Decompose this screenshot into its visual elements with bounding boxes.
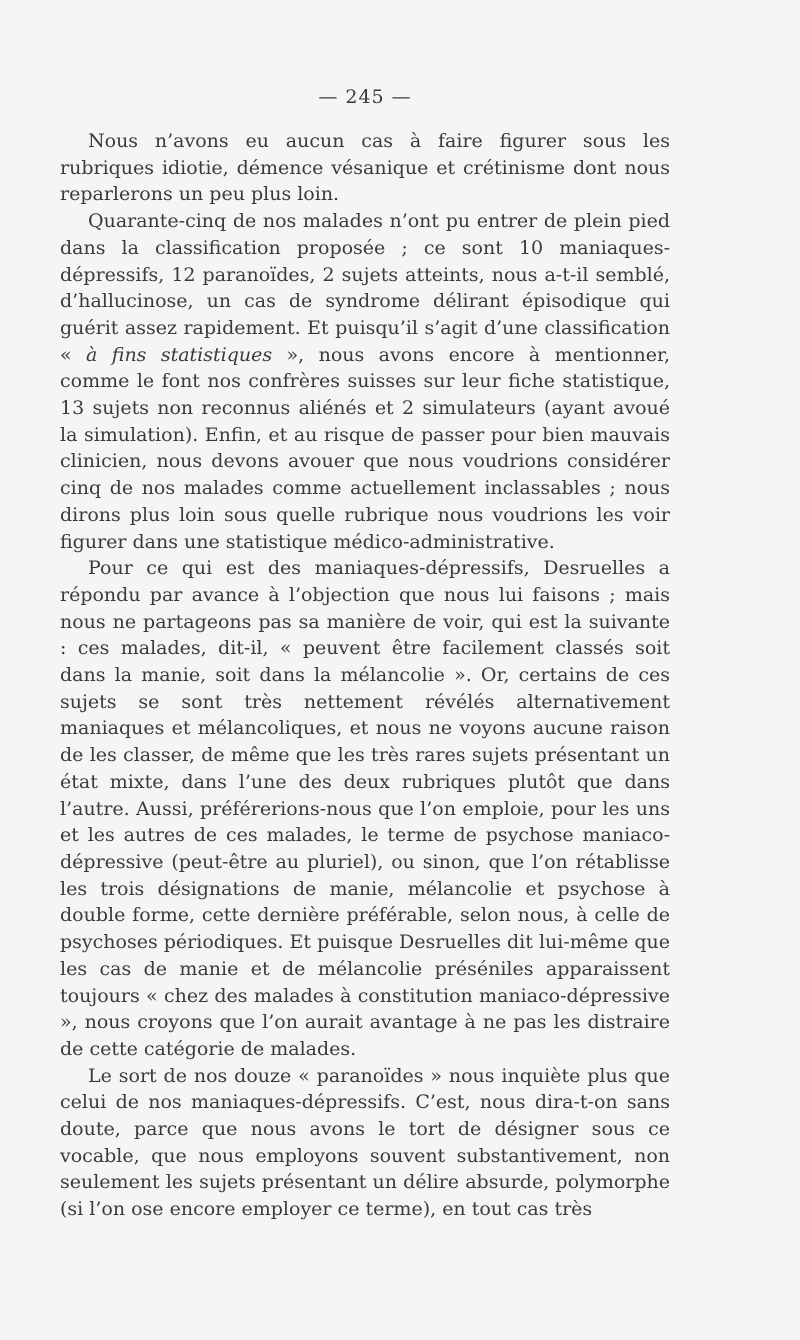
paragraph-4-text: Le sort de nos douze « paranoïdes » nous inquiète plus que celui de nos maniaques-dépressifs. C’est, nous dira-t-on sans doute, parce que nous avons le tort de désigner sous ce vocable, que nous employons souvent substantivement, non seulement les sujets présentant un délire absurde, polymorphe (si l’on ose encore employer ce terme), en tout cas très	[60, 1064, 670, 1221]
paragraph-2-italic-phrase: à fins statistiques	[86, 343, 273, 366]
paragraph-1-text: Nous n’avons eu aucun cas à faire figurer sous les rubriques idiotie, démence vésanique et crétinisme dont nous reparlerons un peu plus loin.	[60, 130, 670, 206]
document-page	[60, 82, 670, 1223]
paragraph-4	[60, 1063, 670, 1223]
paragraph-2-text-a: Quarante-cinq de nos malades n’ont pu entrer de plein pied dans la classification proposée ; ce sont 10 maniaques-dépressifs, 12 paranoïdes, 2 sujets atteints, nous a-t-il semblé, d’hallucinose, un cas de syndrome délirant épisodique qui guérit assez rapidement. Et puisqu’il s’agit d’une classification «	[60, 210, 670, 366]
paragraph-2-text-b: », nous avons encore à mentionner, comme le font nos confrères suisses sur leur fiche statistique, 13 sujets non reconnus aliénés et 2 simulateurs (ayant avoué la simulation). Enfin, et au risque de passer pour bien mauvais clinicien, nous devons avouer que nous voudrions considérer cinq de nos malades comme actuellement inclassables ; nous dirons plus loin sous quelle rubrique nous voudrions les voir figurer dans une statistique médico-administrative.	[60, 343, 670, 553]
paragraph-1	[60, 128, 670, 208]
paragraph-2	[60, 208, 670, 555]
paragraph-3	[60, 555, 670, 1062]
page-number: — 245 —	[318, 86, 412, 108]
paragraph-3-text: Pour ce qui est des maniaques-dépressifs, Desruelles a répondu par avance à l’objection que nous lui faisons ; mais nous ne partageons pas sa manière de voir, qui est la suivante : ces malades, dit-il, « peuvent être facilement classés soit dans la manie, soit dans la mélancolie ». Or, certains de ces sujets se sont très nettement révélés alternativement maniaques et mélancoliques, et nous ne voyons aucune raison de les classer, de même que les très rares sujets présentant un état mixte, dans l’une des deux rubriques plutôt que dans l’autre. Aussi, préférerions-nous que l’on emploie, pour les uns et les autres de ces malades, le terme de psychose maniaco-dépressive (peut-être au pluriel), ou sinon, que l’on rétablisse les trois désignations de manie, mélancolie et psychose à double forme, cette dernière préférable, selon nous, à celle de psychoses périodiques. Et puisque Desruelles dit lui-même que les cas de manie et de mélancolie préséniles apparaissent toujours « chez des malades à constitution maniaco-dépressive », nous croyons que l’on aurait avantage à ne pas les distraire de cette catégorie de malades.	[60, 557, 670, 1060]
